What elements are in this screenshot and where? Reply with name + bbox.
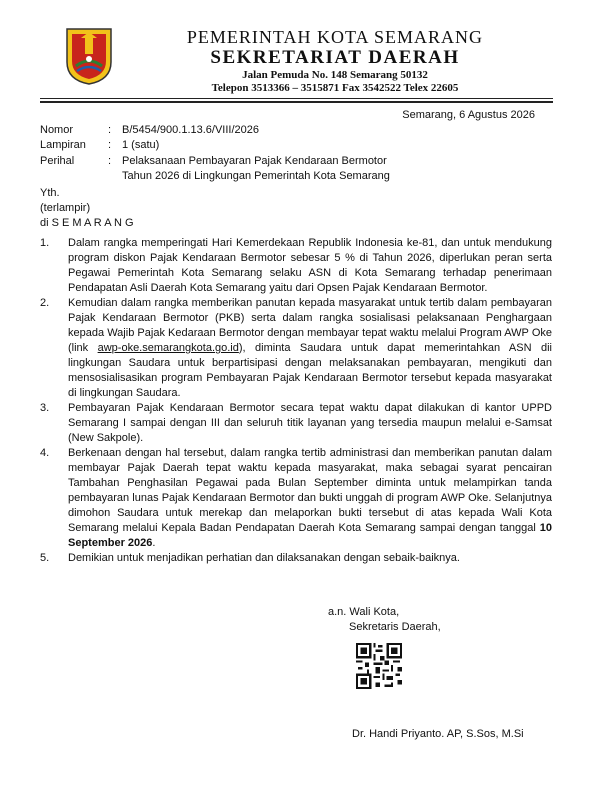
signature-position: Sekretaris Daerah, [349,621,441,633]
letter-date: Semarang, 6 Agustus 2026 [402,109,535,121]
header-divider-thin [40,98,553,99]
perihal-colon: : [108,155,112,167]
perihal-line-2: Tahun 2026 di Lingkungan Pemerintah Kota Semarang [122,170,390,182]
item-text-b: . [152,537,156,549]
recipient-salutation: Yth. [40,187,60,199]
item-number: 4. [40,447,50,459]
lampiran-value: 1 (satu) [122,139,160,151]
item-text-a: Berkenaan dengan hal tersebut, dalam rangka tertib administrasi dan memberikan panutan dalam membayar Pajak Daerah tepat waktu kepada masyarakat, maka sebagai syarat pencairan Tambahan Penghasilan Pegawai pada Bulan September diminta untuk melampirkan tanda pembayaran lunas Pajak Kendaraan Bermotor dan bukti unggah di program AWP Oke. Selanjutnya dimohon Saudara untuk merekap dan melaporkan bukti tersebut di atas kepada Wali Kota Semarang melalui Kepala Badan Pendapatan Daerah Kota Semarang sampai dengan tanggal [68,447,552,534]
item-text-b: ), diminta Saudara untuk dapat memerintahkan ASN dii lingkungan Saudara untuk berpartisipasi dengan melaksanakan pembayaran, mengikuti dan mensosialisasikan program Pembayaran Pajak Kendaraan Bermotor tersebut kepada masyarakat di lingkungan Saudara. [68,342,552,399]
item-text: Dalam rangka memperingati Hari Kemerdekaan Republik Indonesia ke-81, dan untuk mendukung program diskon Pajak Kendaraan Bermotor sebesar 5 % di Tahun 2026, diperlukan peran serta Pegawai Pemerintah Kota Semarang selaku ASN di Kota Semarang terhadap penerimaan Pendapatan Asli Daerah Kota Semarang yaitu dari Opsen Pajak Kendaraan Bermotor. [68,237,552,294]
nomor-label: Nomor [40,124,74,136]
letterhead-government: PEMERINTAH KOTA SEMARANG [186,27,484,47]
item-text: Demikian untuk menjadikan perhatian dan dilaksanakan dengan sebaik-baiknya. [68,552,460,564]
letterhead-office: SEKRETARIAT DAERAH [210,47,460,68]
nomor-colon: : [108,124,112,136]
list-item-3 [40,401,552,446]
item-text-a: Kemudian dalam rangka memberikan panutan kepada masyarakat untuk tertib dalam pembayaran Pajak Kendaraan Bermotor (PKB) serta dalam rangka sosialisasi pelaksanaan Penghargaan kepada Wajib Pajak Kedaraan Bermotor dengan membayar tepat waktu melalui Program AWP Oke (link [68,297,552,354]
list-item-2 [40,296,552,401]
deadline-date: 10 September 2026 [68,522,552,549]
recipient-attached: (terlampir) [40,202,91,214]
signature-behalf: a.n. Wali Kota, [328,606,400,618]
qr-code-icon [356,643,402,689]
letterhead-address: Jalan Pemuda No. 148 Semarang 50132 [242,69,428,81]
lampiran-colon: : [108,139,112,151]
lampiran-label: Lampiran [40,139,86,151]
nomor-value: B/5454/900.1.13.6/VIII/2026 [122,124,260,136]
perihal-label: Perihal [40,155,75,167]
item-number: 2. [40,297,50,309]
city-emblem-logo [64,26,114,86]
letter-body-list [40,236,552,566]
recipient-city: di S E M A R A N G [40,217,134,229]
item-number: 1. [40,237,50,249]
item-text: Pembayaran Pajak Kendaraan Bermotor secara tepat waktu dapat dilakukan di kantor UPPD Semarang I sampai dengan III dan seluruh titik layanan yang tersedia maupun melalui e-Samsat (New Sakpole). [68,402,552,444]
letterhead-contact: Telepon 3513366 – 3515871 Fax 3542522 Telex 22605 [211,82,459,94]
perihal-line-1: Pelaksanaan Pembayaran Pajak Kendaraan Bermotor [122,155,387,167]
awp-oke-link[interactable]: awp-oke.semarangkota.go.id [97,342,239,354]
list-item-1 [40,236,552,296]
header-divider-thick [40,101,553,103]
list-item-4 [40,446,552,551]
signatory-name: Dr. Handi Priyanto. AP, S.Sos, M.Si [352,728,524,740]
item-number: 3. [40,402,50,414]
list-item-5 [40,551,552,566]
item-number: 5. [40,552,50,564]
